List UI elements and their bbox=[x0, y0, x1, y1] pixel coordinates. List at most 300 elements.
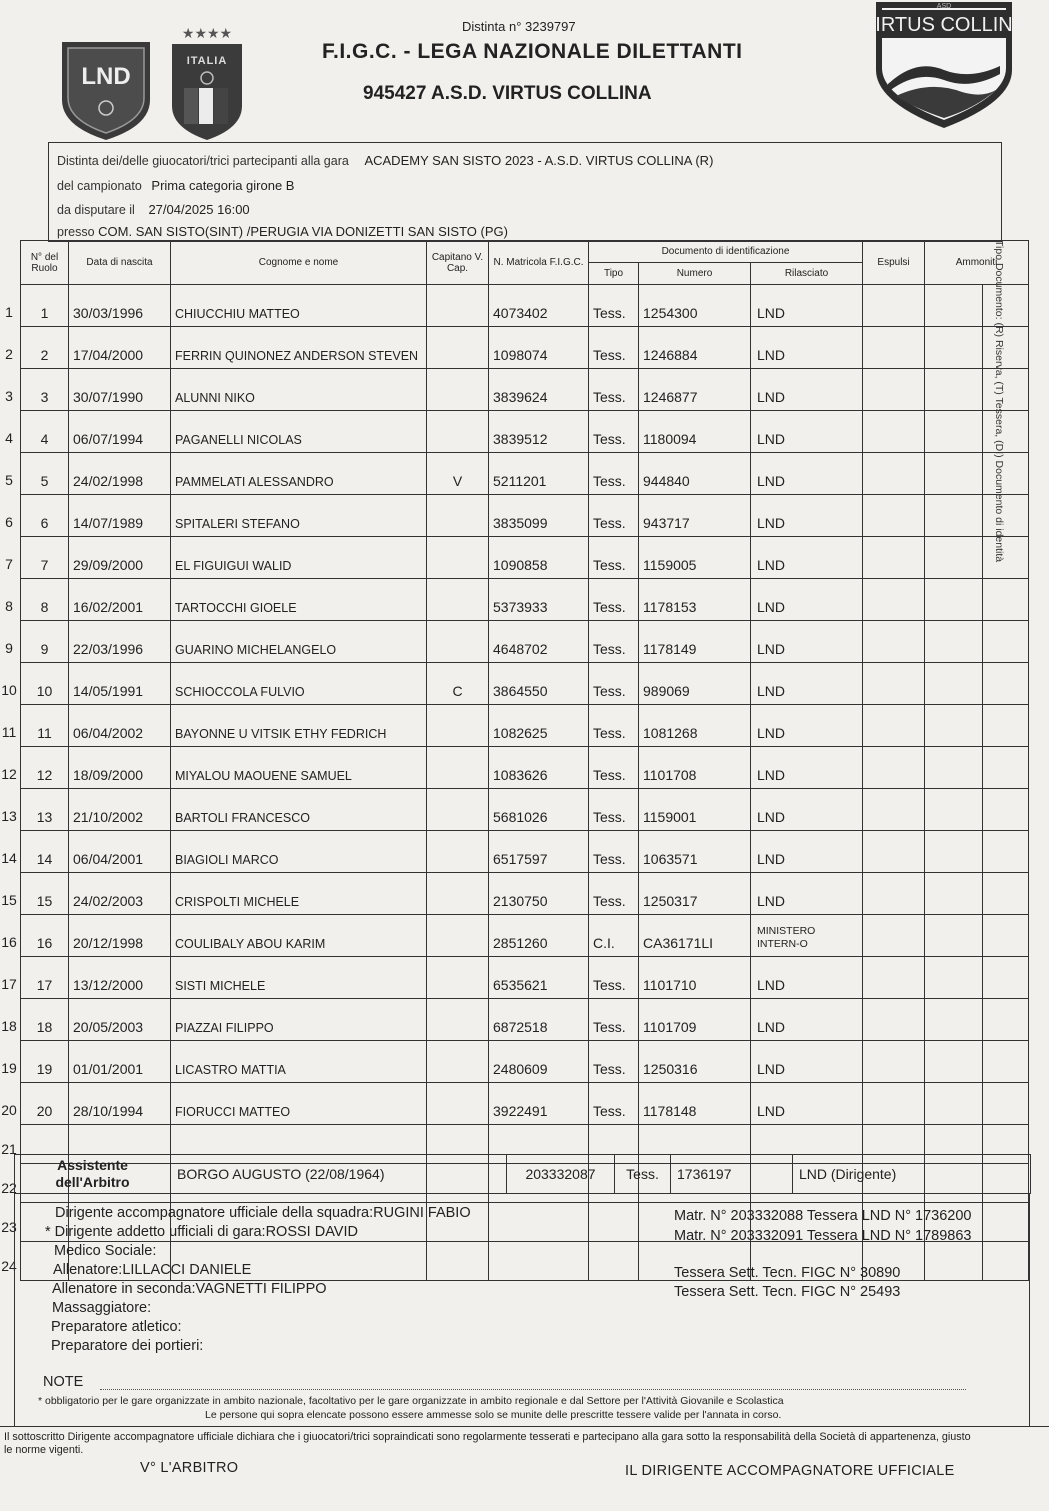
cell-empty bbox=[983, 537, 1029, 579]
match-line bbox=[57, 153, 713, 168]
cell-matricola: 4073402 bbox=[489, 285, 589, 327]
cell-empty bbox=[925, 411, 983, 453]
cell-numero: 1101710 bbox=[639, 957, 751, 999]
cell-ruolo: 11 bbox=[21, 705, 69, 747]
cell-ruolo: 12 bbox=[21, 747, 69, 789]
referee-signature-label: V° L'ARBITRO bbox=[140, 1460, 239, 1476]
cell-numero: 1180094 bbox=[639, 411, 751, 453]
cell-nascita: 21/10/2002 bbox=[69, 789, 171, 831]
staff-addetto: * Dirigente addetto ufficiali di gara:ROSSI DAVID bbox=[45, 1224, 358, 1240]
venue-label: presso bbox=[57, 225, 95, 239]
row-number: 4 bbox=[5, 430, 13, 446]
cell-empty bbox=[983, 1083, 1029, 1125]
cell-nome: CRISPOLTI MICHELE bbox=[171, 873, 427, 915]
cell-empty bbox=[983, 705, 1029, 747]
cell-numero: 1159005 bbox=[639, 537, 751, 579]
cell-tipo: Tess. bbox=[589, 453, 639, 495]
cell-nome: SISTI MICHELE bbox=[171, 957, 427, 999]
cell-empty bbox=[925, 999, 983, 1041]
staff-massaggiatore: Massaggiatore: bbox=[52, 1300, 152, 1316]
table-row bbox=[21, 831, 1029, 873]
col-capitano: Capitano V. Cap. bbox=[427, 241, 489, 285]
table-row bbox=[21, 957, 1029, 999]
cell-ruolo: 10 bbox=[21, 663, 69, 705]
col-tipo: Tipo bbox=[589, 263, 639, 285]
cell-ruolo: 6 bbox=[21, 495, 69, 537]
cell-cap bbox=[427, 873, 489, 915]
cell-cap bbox=[427, 789, 489, 831]
cell-empty bbox=[863, 747, 925, 789]
cell-numero: 989069 bbox=[639, 663, 751, 705]
match-name: ACADEMY SAN SISTO 2023 - A.S.D. VIRTUS COLLINA (R) bbox=[364, 153, 714, 168]
cell-empty bbox=[863, 957, 925, 999]
svg-text:ITALIA: ITALIA bbox=[186, 55, 228, 67]
cell-empty bbox=[983, 915, 1029, 957]
cell-nascita: 30/03/1996 bbox=[69, 285, 171, 327]
assistant-numero: 1736197 bbox=[671, 1155, 793, 1194]
cell-tipo: Tess. bbox=[589, 999, 639, 1041]
divider bbox=[0, 1426, 1049, 1427]
cell-nascita: 17/04/2000 bbox=[69, 327, 171, 369]
cell-nascita: 20/12/1998 bbox=[69, 915, 171, 957]
row-number: 1 bbox=[5, 304, 13, 320]
date-line bbox=[57, 202, 250, 217]
players-table bbox=[20, 240, 1029, 1281]
row-number: 7 bbox=[5, 556, 13, 572]
cell-empty bbox=[983, 831, 1029, 873]
italia-logo bbox=[168, 24, 246, 142]
table-row bbox=[21, 327, 1029, 369]
date-label: da disputare il bbox=[57, 203, 135, 217]
cell-empty bbox=[983, 873, 1029, 915]
svg-text:ASD: ASD bbox=[936, 3, 952, 10]
table-row bbox=[21, 915, 1029, 957]
cell-rilasciato: LND bbox=[751, 789, 863, 831]
cell-ruolo: 5 bbox=[21, 453, 69, 495]
cell-nascita: 14/05/1991 bbox=[69, 663, 171, 705]
cell-nome: EL FIGUIGUI WALID bbox=[171, 537, 427, 579]
row-number: 11 bbox=[1, 724, 17, 740]
cell-tipo: Tess. bbox=[589, 747, 639, 789]
col-nome: Cognome e nome bbox=[171, 241, 427, 285]
cell-empty bbox=[925, 873, 983, 915]
cell-empty bbox=[925, 579, 983, 621]
cell-empty bbox=[863, 1083, 925, 1125]
cell-tipo: Tess. bbox=[589, 831, 639, 873]
row-number: 16 bbox=[1, 934, 17, 950]
cell-cap bbox=[427, 285, 489, 327]
staff-matr2: Matr. N° 203332091 Tessera LND N° 1789863 bbox=[674, 1228, 972, 1244]
cell-matricola: 5373933 bbox=[489, 579, 589, 621]
cell-numero: 943717 bbox=[639, 495, 751, 537]
cell-nome: FERRIN QUINONEZ ANDERSON STEVEN bbox=[171, 327, 427, 369]
cell-matricola: 6535621 bbox=[489, 957, 589, 999]
staff-medico: Medico Sociale: bbox=[54, 1243, 157, 1259]
cell-empty bbox=[925, 957, 983, 999]
cell-rilasciato: LND bbox=[751, 999, 863, 1041]
cell-ruolo: 1 bbox=[21, 285, 69, 327]
row-number: 10 bbox=[1, 682, 17, 698]
cell-nome: BARTOLI FRANCESCO bbox=[171, 789, 427, 831]
row-number: 19 bbox=[1, 1060, 17, 1076]
cell-cap bbox=[427, 1041, 489, 1083]
row-number: 18 bbox=[1, 1018, 17, 1034]
cell-empty bbox=[983, 789, 1029, 831]
cell-numero: 1178149 bbox=[639, 621, 751, 663]
cell-empty bbox=[925, 789, 983, 831]
row-number: 22 bbox=[1, 1180, 17, 1196]
cell-ruolo: 8 bbox=[21, 579, 69, 621]
cell-matricola: 2480609 bbox=[489, 1041, 589, 1083]
cell-rilasciato: MINISTERO INTERN-O bbox=[751, 915, 863, 957]
table-row bbox=[21, 621, 1029, 663]
row-number: 2 bbox=[5, 346, 13, 362]
cell-nome: SPITALERI STEFANO bbox=[171, 495, 427, 537]
cell-rilasciato: LND bbox=[751, 747, 863, 789]
cell-nome: LICASTRO MATTIA bbox=[171, 1041, 427, 1083]
cell-tipo: Tess. bbox=[589, 369, 639, 411]
cell-ruolo: 3 bbox=[21, 369, 69, 411]
distinta-number: Distinta n° 3239797 bbox=[462, 19, 576, 34]
cell-matricola: 3839512 bbox=[489, 411, 589, 453]
cell-empty bbox=[983, 747, 1029, 789]
table-row bbox=[21, 411, 1029, 453]
cell-matricola: 3922491 bbox=[489, 1083, 589, 1125]
cell-empty bbox=[863, 831, 925, 873]
table-row bbox=[21, 579, 1029, 621]
table-row bbox=[21, 789, 1029, 831]
cell-cap bbox=[427, 621, 489, 663]
assistant-name: BORGO AUGUSTO (22/08/1964) bbox=[171, 1155, 507, 1194]
cell-nascita: 22/03/1996 bbox=[69, 621, 171, 663]
cell-numero: 1246877 bbox=[639, 369, 751, 411]
cell-empty bbox=[863, 999, 925, 1041]
cell-numero: 1101709 bbox=[639, 999, 751, 1041]
cell-numero: CA36171LI bbox=[639, 915, 751, 957]
cell-empty bbox=[983, 999, 1029, 1041]
cell-cap bbox=[427, 495, 489, 537]
cell-nascita: 01/01/2001 bbox=[69, 1041, 171, 1083]
match-info-box bbox=[48, 142, 1002, 242]
cell-empty bbox=[925, 621, 983, 663]
cell-empty bbox=[983, 1041, 1029, 1083]
venue-value: COM. SAN SISTO(SINT) /PERUGIA VIA DONIZETTI SAN SISTO (PG) bbox=[98, 224, 508, 239]
cell-empty bbox=[983, 369, 1029, 411]
table-row bbox=[21, 285, 1029, 327]
staff-allenatore-seconda: Allenatore in seconda:VAGNETTI FILIPPO bbox=[52, 1281, 327, 1297]
cell-tipo: Tess. bbox=[589, 957, 639, 999]
col-rilasciato: Rilasciato bbox=[751, 263, 863, 285]
row-number: 8 bbox=[5, 598, 13, 614]
staff-preparatore: Preparatore atletico: bbox=[51, 1319, 182, 1335]
cell-tipo: Tess. bbox=[589, 285, 639, 327]
table-row bbox=[21, 873, 1029, 915]
cell-tipo: Tess. bbox=[589, 327, 639, 369]
cell-nascita: 16/02/2001 bbox=[69, 579, 171, 621]
cell-rilasciato: LND bbox=[751, 537, 863, 579]
match-date: 27/04/2025 16:00 bbox=[148, 202, 250, 217]
cell-ruolo: 13 bbox=[21, 789, 69, 831]
cell-matricola: 1083626 bbox=[489, 747, 589, 789]
cell-numero: 1081268 bbox=[639, 705, 751, 747]
staff-allenatore: Allenatore:LILLACCI DANIELE bbox=[53, 1262, 252, 1278]
cell-ruolo: 17 bbox=[21, 957, 69, 999]
cell-empty bbox=[983, 663, 1029, 705]
cell-nome: PAGANELLI NICOLAS bbox=[171, 411, 427, 453]
table-row bbox=[21, 1041, 1029, 1083]
cell-nascita: 20/05/2003 bbox=[69, 999, 171, 1041]
cell-ruolo: 20 bbox=[21, 1083, 69, 1125]
cell-ruolo: 19 bbox=[21, 1041, 69, 1083]
cell-rilasciato: LND bbox=[751, 453, 863, 495]
cell-nome: BIAGIOLI MARCO bbox=[171, 831, 427, 873]
cell-rilasciato: LND bbox=[751, 621, 863, 663]
cell-matricola: 2130750 bbox=[489, 873, 589, 915]
cell-ruolo: 15 bbox=[21, 873, 69, 915]
cell-tipo: Tess. bbox=[589, 579, 639, 621]
col-numero: Numero bbox=[639, 263, 751, 285]
row-number: 12 bbox=[1, 766, 17, 782]
cell-rilasciato: LND bbox=[751, 1041, 863, 1083]
cell-cap bbox=[427, 957, 489, 999]
virtus-collina-logo bbox=[861, 0, 1027, 132]
cell-empty bbox=[925, 453, 983, 495]
cell-empty bbox=[863, 1041, 925, 1083]
cell-ruolo: 14 bbox=[21, 831, 69, 873]
col-ammoniti: Ammoniti bbox=[925, 241, 1029, 285]
cell-cap bbox=[427, 999, 489, 1041]
cell-nome: SCHIOCCOLA FULVIO bbox=[171, 663, 427, 705]
cell-cap: V bbox=[427, 453, 489, 495]
cell-nascita: 24/02/2003 bbox=[69, 873, 171, 915]
cell-cap bbox=[427, 411, 489, 453]
cell-matricola: 4648702 bbox=[489, 621, 589, 663]
cell-numero: 1250317 bbox=[639, 873, 751, 915]
match-label: Distinta dei/delle giuocatori/trici partecipanti alla gara bbox=[57, 154, 349, 168]
obbligatorio-note: * obbligatorio per le gare organizzate in ambito nazionale, facoltativo per le gare organizzate in ambito regionale e dal Settore per l'Attività Giovanile e Scolastica bbox=[38, 1395, 784, 1407]
declaration-line1: Il sottoscritto Dirigente accompagnatore ufficiale dichiara che i giuocatori/trici sopraindicati sono regolarmente tesserati e partecipano alla gara sotto la responsabilità della Società di appartenenza, giusto bbox=[4, 1431, 971, 1443]
cell-empty bbox=[863, 789, 925, 831]
assistant-tipo: Tess. bbox=[615, 1155, 671, 1194]
cell-empty bbox=[863, 285, 925, 327]
table-row bbox=[21, 999, 1029, 1041]
col-matricola: N. Matricola F.I.G.C. bbox=[489, 241, 589, 285]
row-number: 24 bbox=[1, 1258, 17, 1274]
cell-empty bbox=[925, 831, 983, 873]
staff-accompagnatore: Dirigente accompagnatore ufficiale della squadra:RUGINI FABIO bbox=[55, 1205, 471, 1221]
cell-nascita: 28/10/1994 bbox=[69, 1083, 171, 1125]
table-row bbox=[21, 747, 1029, 789]
cell-tipo: Tess. bbox=[589, 1083, 639, 1125]
row-number: 6 bbox=[5, 514, 13, 530]
cell-empty bbox=[863, 495, 925, 537]
cell-ruolo: 7 bbox=[21, 537, 69, 579]
cell-nome: PIAZZAI FILIPPO bbox=[171, 999, 427, 1041]
cell-rilasciato: LND bbox=[751, 327, 863, 369]
col-documento: Documento di identificazione bbox=[589, 241, 863, 263]
cell-empty bbox=[983, 621, 1029, 663]
cell-numero: 1178148 bbox=[639, 1083, 751, 1125]
cell-rilasciato: LND bbox=[751, 495, 863, 537]
row-number: 20 bbox=[1, 1102, 17, 1118]
venue-line bbox=[57, 224, 508, 239]
table-row bbox=[21, 663, 1029, 705]
table-row bbox=[21, 495, 1029, 537]
table-row bbox=[21, 369, 1029, 411]
cell-matricola: 2851260 bbox=[489, 915, 589, 957]
cell-empty bbox=[863, 873, 925, 915]
cell-ruolo: 9 bbox=[21, 621, 69, 663]
note-line bbox=[100, 1389, 966, 1390]
cell-nome: MIYALOU MAOUENE SAMUEL bbox=[171, 747, 427, 789]
cell-cap bbox=[427, 705, 489, 747]
cell-nome: ALUNNI NIKO bbox=[171, 369, 427, 411]
cell-numero: 1101708 bbox=[639, 747, 751, 789]
cell-empty bbox=[863, 369, 925, 411]
svg-text:★★★★: ★★★★ bbox=[181, 26, 233, 42]
cell-empty bbox=[925, 327, 983, 369]
cell-empty bbox=[983, 453, 1029, 495]
cell-empty bbox=[863, 915, 925, 957]
cell-numero: 1178153 bbox=[639, 579, 751, 621]
staff-matr1: Matr. N° 203332088 Tessera LND N° 1736200 bbox=[674, 1208, 972, 1224]
cell-empty bbox=[863, 663, 925, 705]
table-row bbox=[21, 1083, 1029, 1125]
cell-nascita: 30/07/1990 bbox=[69, 369, 171, 411]
cell-cap bbox=[427, 579, 489, 621]
cell-nascita: 06/07/1994 bbox=[69, 411, 171, 453]
cell-matricola: 3839624 bbox=[489, 369, 589, 411]
cell-tipo: Tess. bbox=[589, 495, 639, 537]
assistant-rilasciato: LND (Dirigente) bbox=[793, 1155, 1031, 1194]
row-number: 3 bbox=[5, 388, 13, 404]
cell-ruolo: 4 bbox=[21, 411, 69, 453]
table-row bbox=[21, 537, 1029, 579]
championship-line bbox=[57, 178, 294, 193]
cell-cap bbox=[427, 369, 489, 411]
cell-nome: PAMMELATI ALESSANDRO bbox=[171, 453, 427, 495]
table-row bbox=[21, 453, 1029, 495]
svg-text:LND: LND bbox=[81, 63, 131, 90]
cell-empty bbox=[925, 369, 983, 411]
cell-nascita: 14/07/1989 bbox=[69, 495, 171, 537]
cell-matricola: 6517597 bbox=[489, 831, 589, 873]
cell-rilasciato: LND bbox=[751, 579, 863, 621]
col-ruolo: N° del Ruolo bbox=[21, 241, 69, 285]
cell-tipo: Tess. bbox=[589, 537, 639, 579]
cell-empty bbox=[925, 663, 983, 705]
side-legend: Tipo Documento: (R) Riserva, (T) Tessera, (DI) Documento di identità bbox=[993, 240, 1005, 563]
cell-cap bbox=[427, 1083, 489, 1125]
cell-nascita: 06/04/2002 bbox=[69, 705, 171, 747]
cell-empty bbox=[925, 747, 983, 789]
row-number: 9 bbox=[5, 640, 13, 656]
cell-matricola: 6872518 bbox=[489, 999, 589, 1041]
cell-matricola: 1090858 bbox=[489, 537, 589, 579]
staff-tess2: Tessera Sett. Tecn. FIGC N° 25493 bbox=[674, 1284, 901, 1300]
cell-rilasciato: LND bbox=[751, 957, 863, 999]
cell-cap: C bbox=[427, 663, 489, 705]
cell-tipo: Tess. bbox=[589, 1041, 639, 1083]
row-number: 5 bbox=[5, 472, 13, 488]
cell-empty bbox=[983, 957, 1029, 999]
cell-numero: 1246884 bbox=[639, 327, 751, 369]
cell-rilasciato: LND bbox=[751, 831, 863, 873]
cell-matricola: 1098074 bbox=[489, 327, 589, 369]
row-number: 15 bbox=[1, 892, 17, 908]
cell-numero: 1254300 bbox=[639, 285, 751, 327]
cell-empty bbox=[925, 1083, 983, 1125]
cell-empty bbox=[863, 705, 925, 747]
cell-numero: 1063571 bbox=[639, 831, 751, 873]
cell-tipo: Tess. bbox=[589, 663, 639, 705]
cell-nome: TARTOCCHI GIOELE bbox=[171, 579, 427, 621]
cell-cap bbox=[427, 327, 489, 369]
cell-nome: BAYONNE U VITSIK ETHY FEDRICH bbox=[171, 705, 427, 747]
cell-rilasciato: LND bbox=[751, 411, 863, 453]
official-signature-label: IL DIRIGENTE ACCOMPAGNATORE UFFICIALE bbox=[625, 1463, 955, 1479]
cell-matricola: 5681026 bbox=[489, 789, 589, 831]
cell-rilasciato: LND bbox=[751, 285, 863, 327]
cell-empty bbox=[925, 705, 983, 747]
cell-tipo: Tess. bbox=[589, 705, 639, 747]
cell-tipo: C.I. bbox=[589, 915, 639, 957]
cell-matricola: 3835099 bbox=[489, 495, 589, 537]
assistant-matricola: 203332087 bbox=[507, 1155, 615, 1194]
row-number: 13 bbox=[1, 808, 17, 824]
row-number: 21 bbox=[1, 1141, 17, 1157]
cell-nome: CHIUCCHIU MATTEO bbox=[171, 285, 427, 327]
cell-empty bbox=[983, 579, 1029, 621]
cell-nome: FIORUCCI MATTEO bbox=[171, 1083, 427, 1125]
row-number: 14 bbox=[1, 850, 17, 866]
cell-numero: 1159001 bbox=[639, 789, 751, 831]
declaration-line2: le norme vigenti. bbox=[4, 1444, 84, 1456]
row-number: 17 bbox=[1, 976, 17, 992]
cell-nascita: 18/09/2000 bbox=[69, 747, 171, 789]
cell-tipo: Tess. bbox=[589, 789, 639, 831]
staff-tess1: Tessera Sett. Tecn. FIGC N° 30890 bbox=[674, 1265, 901, 1281]
championship-value: Prima categoria girone B bbox=[151, 178, 295, 193]
cell-tipo: Tess. bbox=[589, 411, 639, 453]
cell-empty bbox=[863, 621, 925, 663]
assistant-table bbox=[14, 1154, 1031, 1194]
cell-cap bbox=[427, 831, 489, 873]
col-espulsi: Espulsi bbox=[863, 241, 925, 285]
cell-empty bbox=[983, 411, 1029, 453]
cell-empty bbox=[863, 327, 925, 369]
cell-nascita: 13/12/2000 bbox=[69, 957, 171, 999]
cell-empty bbox=[863, 411, 925, 453]
cell-empty bbox=[983, 285, 1029, 327]
col-nascita: Data di nascita bbox=[69, 241, 171, 285]
staff-portieri: Preparatore dei portieri: bbox=[51, 1338, 204, 1354]
cell-empty bbox=[925, 915, 983, 957]
cell-nascita: 29/09/2000 bbox=[69, 537, 171, 579]
cell-numero: 1250316 bbox=[639, 1041, 751, 1083]
cell-nome: GUARINO MICHELANGELO bbox=[171, 621, 427, 663]
cell-numero: 944840 bbox=[639, 453, 751, 495]
cell-matricola: 5211201 bbox=[489, 453, 589, 495]
note-label: NOTE bbox=[43, 1374, 84, 1390]
cell-empty bbox=[925, 537, 983, 579]
cell-empty bbox=[863, 537, 925, 579]
club-title: 945427 A.S.D. VIRTUS COLLINA bbox=[363, 83, 652, 104]
cell-rilasciato: LND bbox=[751, 663, 863, 705]
cell-ruolo: 16 bbox=[21, 915, 69, 957]
cell-nascita: 24/02/1998 bbox=[69, 453, 171, 495]
lnd-logo bbox=[58, 38, 154, 142]
